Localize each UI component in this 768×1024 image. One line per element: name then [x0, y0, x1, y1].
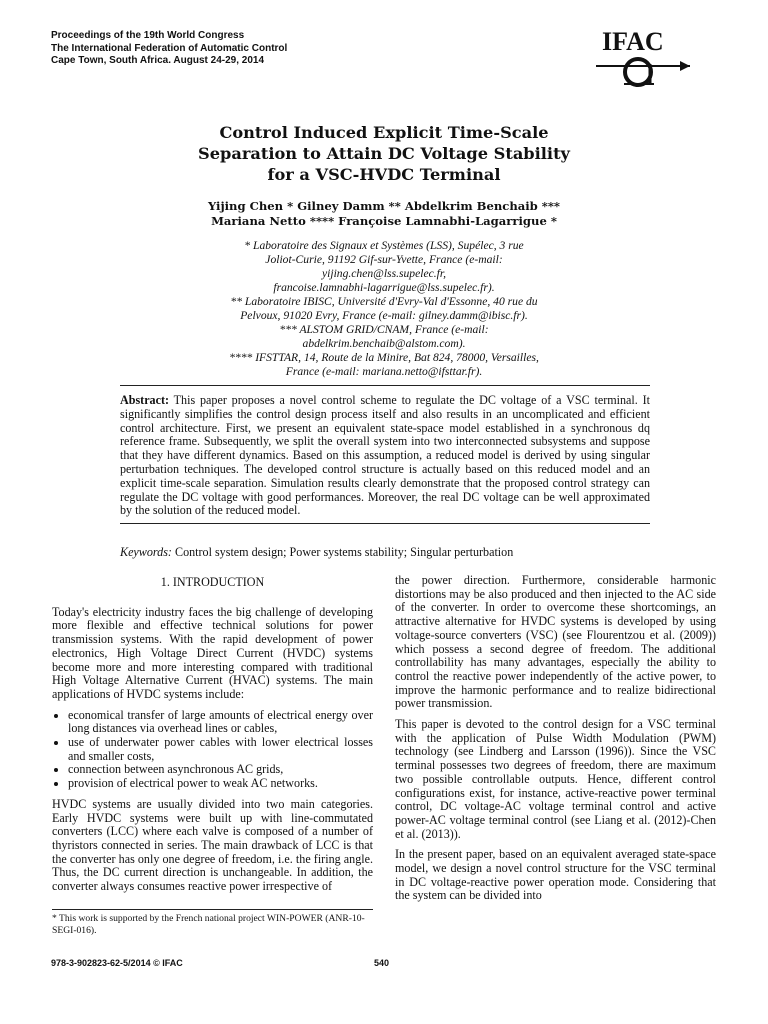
ifac-logo-arrowhead — [680, 61, 690, 71]
ifac-logo — [594, 26, 694, 92]
left-column — [52, 574, 373, 901]
abstract-text: This paper proposes a novel control scheme to regulate the DC voltage of a VSC terminal. It significantly simplifies the control design process itself and also results in an uncomplicated and efficient control architecture. First, we present an equivalent state-space model established in a synchronous dq reference frame. Subsequently, we split the overall system into two interconnected subsystems and suppose that they have different dynamics. Based on this assumption, a reduced model is derived by using singular perturbation techniques. The developed control structure is actually based on this reduced model and an explicit time-scale separation. Simulation results clearly demonstrate that the proposed control strategy can regulate the DC voltage with good performances. Moreover, the real DC voltage can be well approximated by the solution of the reduced model. — [120, 393, 651, 518]
footnote: * This work is supported by the French national project WIN-POWER (ANR-10-SEGI-016). — [52, 909, 373, 937]
affiliation-line: France (e-mail: mariana.netto@ifsttar.fr). — [285, 365, 483, 378]
list-item: • provision of electrical power to weak AC networks. — [68, 777, 373, 791]
author-list — [84, 199, 684, 229]
paper-title — [84, 122, 684, 185]
page-number: 540 — [374, 958, 390, 968]
intro-paragraph-3: the power direction. Furthermore, considerable harmonic distortions may be also produced and then injected to the AC side of the converter. In order to overcome these shortcomings, an attractive alternative for HVDC systems is developed by using voltage-source converters (VSC) (see Flourentzou et al. (2009)) which possess a second degree of freedom. The additional controllability has many advantages, especially the ability to control the reactive power independently of the active power, to improve the harmonic performance and to realize bidirectional power transmission. — [395, 573, 716, 711]
abstract-label: Abstract: — [120, 393, 170, 407]
applications-list — [52, 709, 373, 791]
header-line-3: Cape Town, South Africa. August 24-29, 2014 — [51, 55, 265, 66]
affiliation-line: **** IFSTTAR, 14, Route de la Minire, Bat 824, 78000, Versailles, — [229, 351, 539, 364]
affiliation-line: francoise.lamnabhi-lagarrigue@lss.supelec.fr). — [273, 281, 495, 294]
abstract-box — [120, 385, 650, 524]
affiliations — [170, 239, 598, 379]
affiliation-line: Pelvoux, 91020 Evry, France (e-mail: gilney.damm@ibisc.fr). — [240, 309, 528, 322]
affiliation-line: abdelkrim.benchaib@alstom.com). — [302, 337, 466, 350]
intro-paragraph-5: In the present paper, based on an equivalent averaged state-space model, we design a novel control structure for the VSC terminal in DC voltage-reactive power operation mode. Considering that the system can be divided into — [395, 847, 716, 903]
proceedings-header — [51, 30, 287, 68]
intro-paragraph-2: HVDC systems are usually divided into two main categories. Early HVDC systems were built up with line-commutated converters (LCC) where each valve is composed of a number of thyristors connected in series. The main drawback of LCC is that the converter has only one degree of freedom, i.e. the firing angle. Thus, the DC current direction is unchangeable. In addition, the converter always consumes reactive power irrespective of — [52, 796, 373, 894]
header-line-1: Proceedings of the 19th World Congress — [51, 30, 245, 41]
authors-line-1: Yijing Chen * Gilney Damm ** Abdelkrim Benchaib *** — [207, 199, 560, 213]
list-item: • economical transfer of large amounts of electrical energy over long distances via overhead lines or cables, — [68, 709, 373, 736]
affiliation-line: yijing.chen@lss.supelec.fr, — [321, 267, 446, 280]
affiliation-line: * Laboratoire des Signaux et Systèmes (LSS), Supélec, 3 rue — [244, 239, 524, 252]
right-column — [395, 574, 716, 910]
intro-paragraph-1: Today's electricity industry faces the big challenge of developing more flexible and effective technical solutions for power transmission systems. With the rapid development of power electronics, High Voltage Direct Current (HVDC) systems become more and more interesting compared with traditional High Voltage Alternative Current (HVAC) systems. The main applications of HVDC systems include: — [52, 604, 373, 701]
affiliation-line: *** ALSTOM GRID/CNAM, France (e-mail: — [279, 323, 489, 336]
keywords-text: Control system design; Power systems stability; Singular perturbation — [175, 545, 514, 559]
section-heading-introduction: 1. INTRODUCTION — [160, 575, 265, 589]
list-item: • connection between asynchronous AC grids, — [68, 763, 373, 777]
keywords — [120, 545, 650, 559]
header-line-2: The International Federation of Automatic Control — [51, 42, 288, 54]
ifac-logo-ring — [625, 59, 651, 85]
title-line-1: Control Induced Explicit Time-Scale — [219, 123, 549, 142]
title-line-2: Separation to Attain DC Voltage Stability — [198, 144, 570, 163]
list-item: • use of underwater power cables with lower electrical losses and smaller costs, — [68, 736, 373, 763]
ifac-logo-text: IFAC — [602, 27, 664, 56]
isbn-footer: 978-3-902823-62-5/2014 © IFAC — [51, 958, 183, 968]
keywords-label: Keywords: — [120, 545, 172, 559]
intro-paragraph-4: This paper is devoted to the control design for a VSC terminal with the application of Pulse Width Modulation (PWM) technology (see Lindberg and Larsson (1996)). Since the VSC terminal possesses two degrees of freedom, there are maximum two possible controllable outputs. Hence, different control configurations exist, for instance, active-reactive power terminal control, DC voltage-AC voltage terminal control and active power-AC voltage terminal control (see Liang et al. (2012)-Chen et al. (2013)). — [395, 717, 716, 841]
authors-line-2: Mariana Netto **** Françoise Lamnabhi-Lagarrigue * — [211, 214, 557, 228]
affiliation-line: ** Laboratoire IBISC, Université d'Evry-Val d'Essonne, 40 rue du — [230, 295, 538, 308]
title-line-3: for a VSC-HVDC Terminal — [267, 165, 501, 184]
affiliation-line: Joliot-Curie, 91192 Gif-sur-Yvette, France (e-mail: — [265, 253, 503, 266]
